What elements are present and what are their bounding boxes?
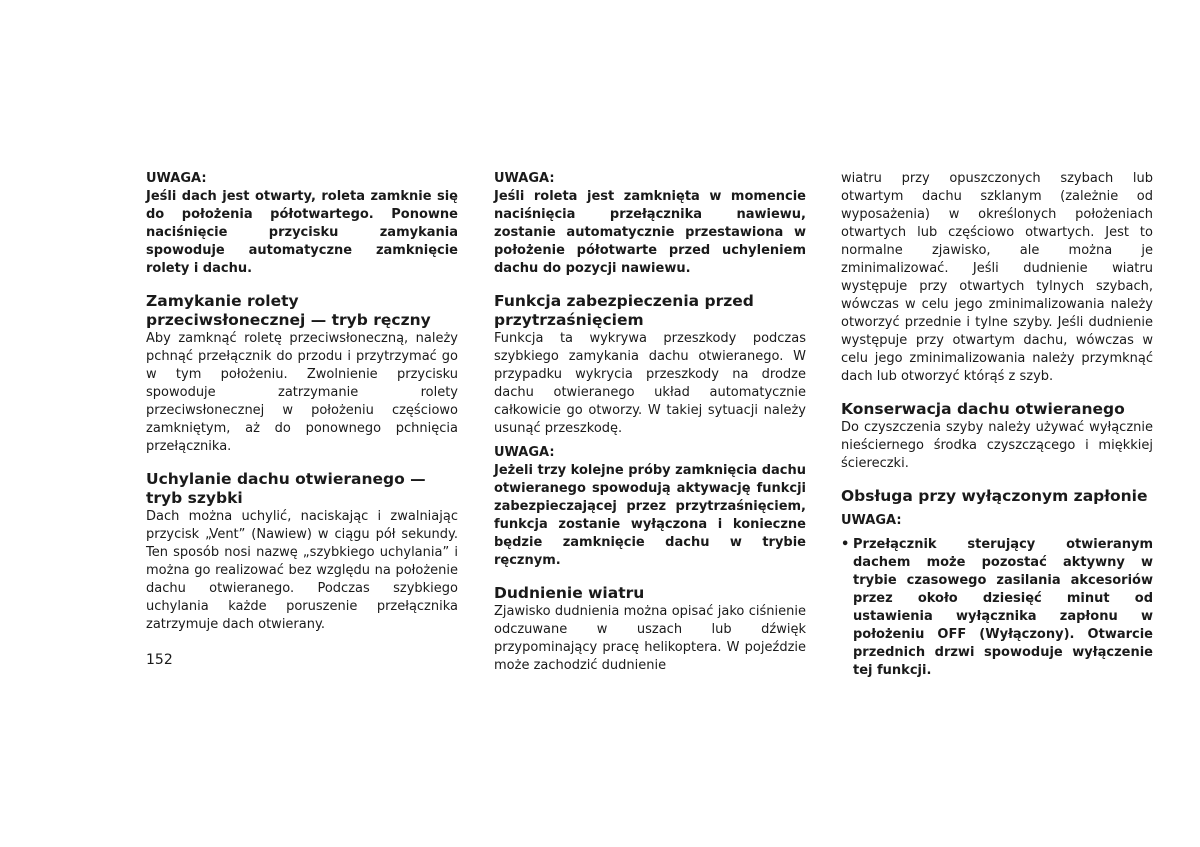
section-text-manual-mode: Aby zamknąć roletę przeciwsłoneczną, należy pchnąć przełącznik do przodu i przytrzymać go w tym położeniu. Zwolnienie przycisku spowoduje zatrzymanie rolety przeciwsłonecznej w położeniu częściowo zamkniętym, aż do ponownego pchnięcia przełącznika. xyxy=(146,331,458,454)
section-heading-express-vent: Uchylanie dachu otwieranego — tryb szybki xyxy=(146,470,426,507)
column-2 xyxy=(494,170,806,675)
bullet-mark: • xyxy=(841,537,850,552)
section-heading-wind-buffeting: Dudnienie wiatru xyxy=(494,584,645,602)
section-text-wind-buffeting-continued: wiatru przy opuszczonych szybach lub otwartym dachu szklanym (zależnie od wyposażenia) w określonych położeniach otwartych lub częściowo otwartych. Jest to normalne zjawisko, ale można je zminimalizować. Jeśli dudnienie wiatru występuje przy otwartych tylnych szybach, wówczas w celu jego zminimalizowania należy otworzyć przednie i tylne szyby. Jeśli dudnienie występuje przy otwartym dachu, wówczas w celu jego zminimalizowania należy przymknąć dach lub otworzyć którąś z szyb. xyxy=(841,171,1153,384)
note-text: Jeśli dach jest otwarty, roleta zamknie się do położenia półotwartego. Ponowne naciśnięcie przycisku zamykania spowoduje automatyczne zamknięcie rolety i dachu. xyxy=(146,189,458,276)
note-label: UWAGA: xyxy=(494,445,555,460)
note-text: Jeżeli trzy kolejne próby zamknięcia dachu otwieranego spowodują aktywację funkcji zabezpieczającej przez przytrzaśnięciem, funkcja zostanie wyłączona i konieczne będzie zamknięcie dachu w trybie ręcznym. xyxy=(494,463,806,568)
bullet-text: Przełącznik sterujący otwieranym dachem może pozostać aktywny w trybie czasowego zasilania akcesoriów przez około dziesięć minut od ustawienia wyłącznika zapłonu w położeniu OFF (Wyłączony). Otwarcie przednich drzwi spowoduje wyłączenie tej funkcji. xyxy=(853,537,1153,678)
bullet-item xyxy=(841,536,1153,680)
note-label: UWAGA: xyxy=(841,513,902,528)
section-text-express-vent: Dach można uchylić, naciskając i zwalniając przycisk „Vent” (Nawiew) w ciągu pół sekundy. Ten sposób nosi nazwę „szybkiego uchylania” i można go realizować bez względu na położenie dachu otwieranego. Podczas szybkiego uchylania każde poruszenie przełącznika zatrzymuje dach otwierany. xyxy=(146,509,458,632)
column-3 xyxy=(841,170,1153,680)
section-text-sunroof-care: Do czyszczenia szyby należy używać wyłącznie nieściernego środka czyszczącego i miękkiej ściereczki. xyxy=(841,420,1153,471)
section-heading-sunroof-care: Konserwacja dachu otwieranego xyxy=(841,400,1125,418)
note-label: UWAGA: xyxy=(146,171,207,186)
section-text-wind-buffeting: Zjawisko dudnienia można opisać jako ciśnienie odczuwane w uszach lub dźwięk przypominający pracę helikoptera. W pojeździe może zachodzić dudnienie xyxy=(494,604,806,673)
note-text: Jeśli roleta jest zamknięta w momencie naciśnięcia przełącznika nawiewu, zostanie automatycznie przestawiona w położenie półotwarte przed uchyleniem dachu do pozycji nawiewu. xyxy=(494,189,806,276)
column-1 xyxy=(146,170,458,634)
page-number: 152 xyxy=(146,652,173,668)
section-heading-ignition-off: Obsługa przy wyłączonym zapłonie xyxy=(841,487,1148,505)
section-heading-pinch-protection: Funkcja zabezpieczenia przed przytrzaśnięciem xyxy=(494,292,754,329)
note-label: UWAGA: xyxy=(494,171,555,186)
section-heading-manual-mode: Zamykanie rolety przeciwsłonecznej — tryb ręczny xyxy=(146,292,431,329)
section-text-pinch-protection: Funkcja ta wykrywa przeszkody podczas szybkiego zamykania dachu otwieranego. W przypadku wykrycia przeszkody na drodze dachu otwieranego układ automatycznie całkowicie go otworzy. W takiej sytuacji należy usunąć przeszkodę. xyxy=(494,331,806,436)
